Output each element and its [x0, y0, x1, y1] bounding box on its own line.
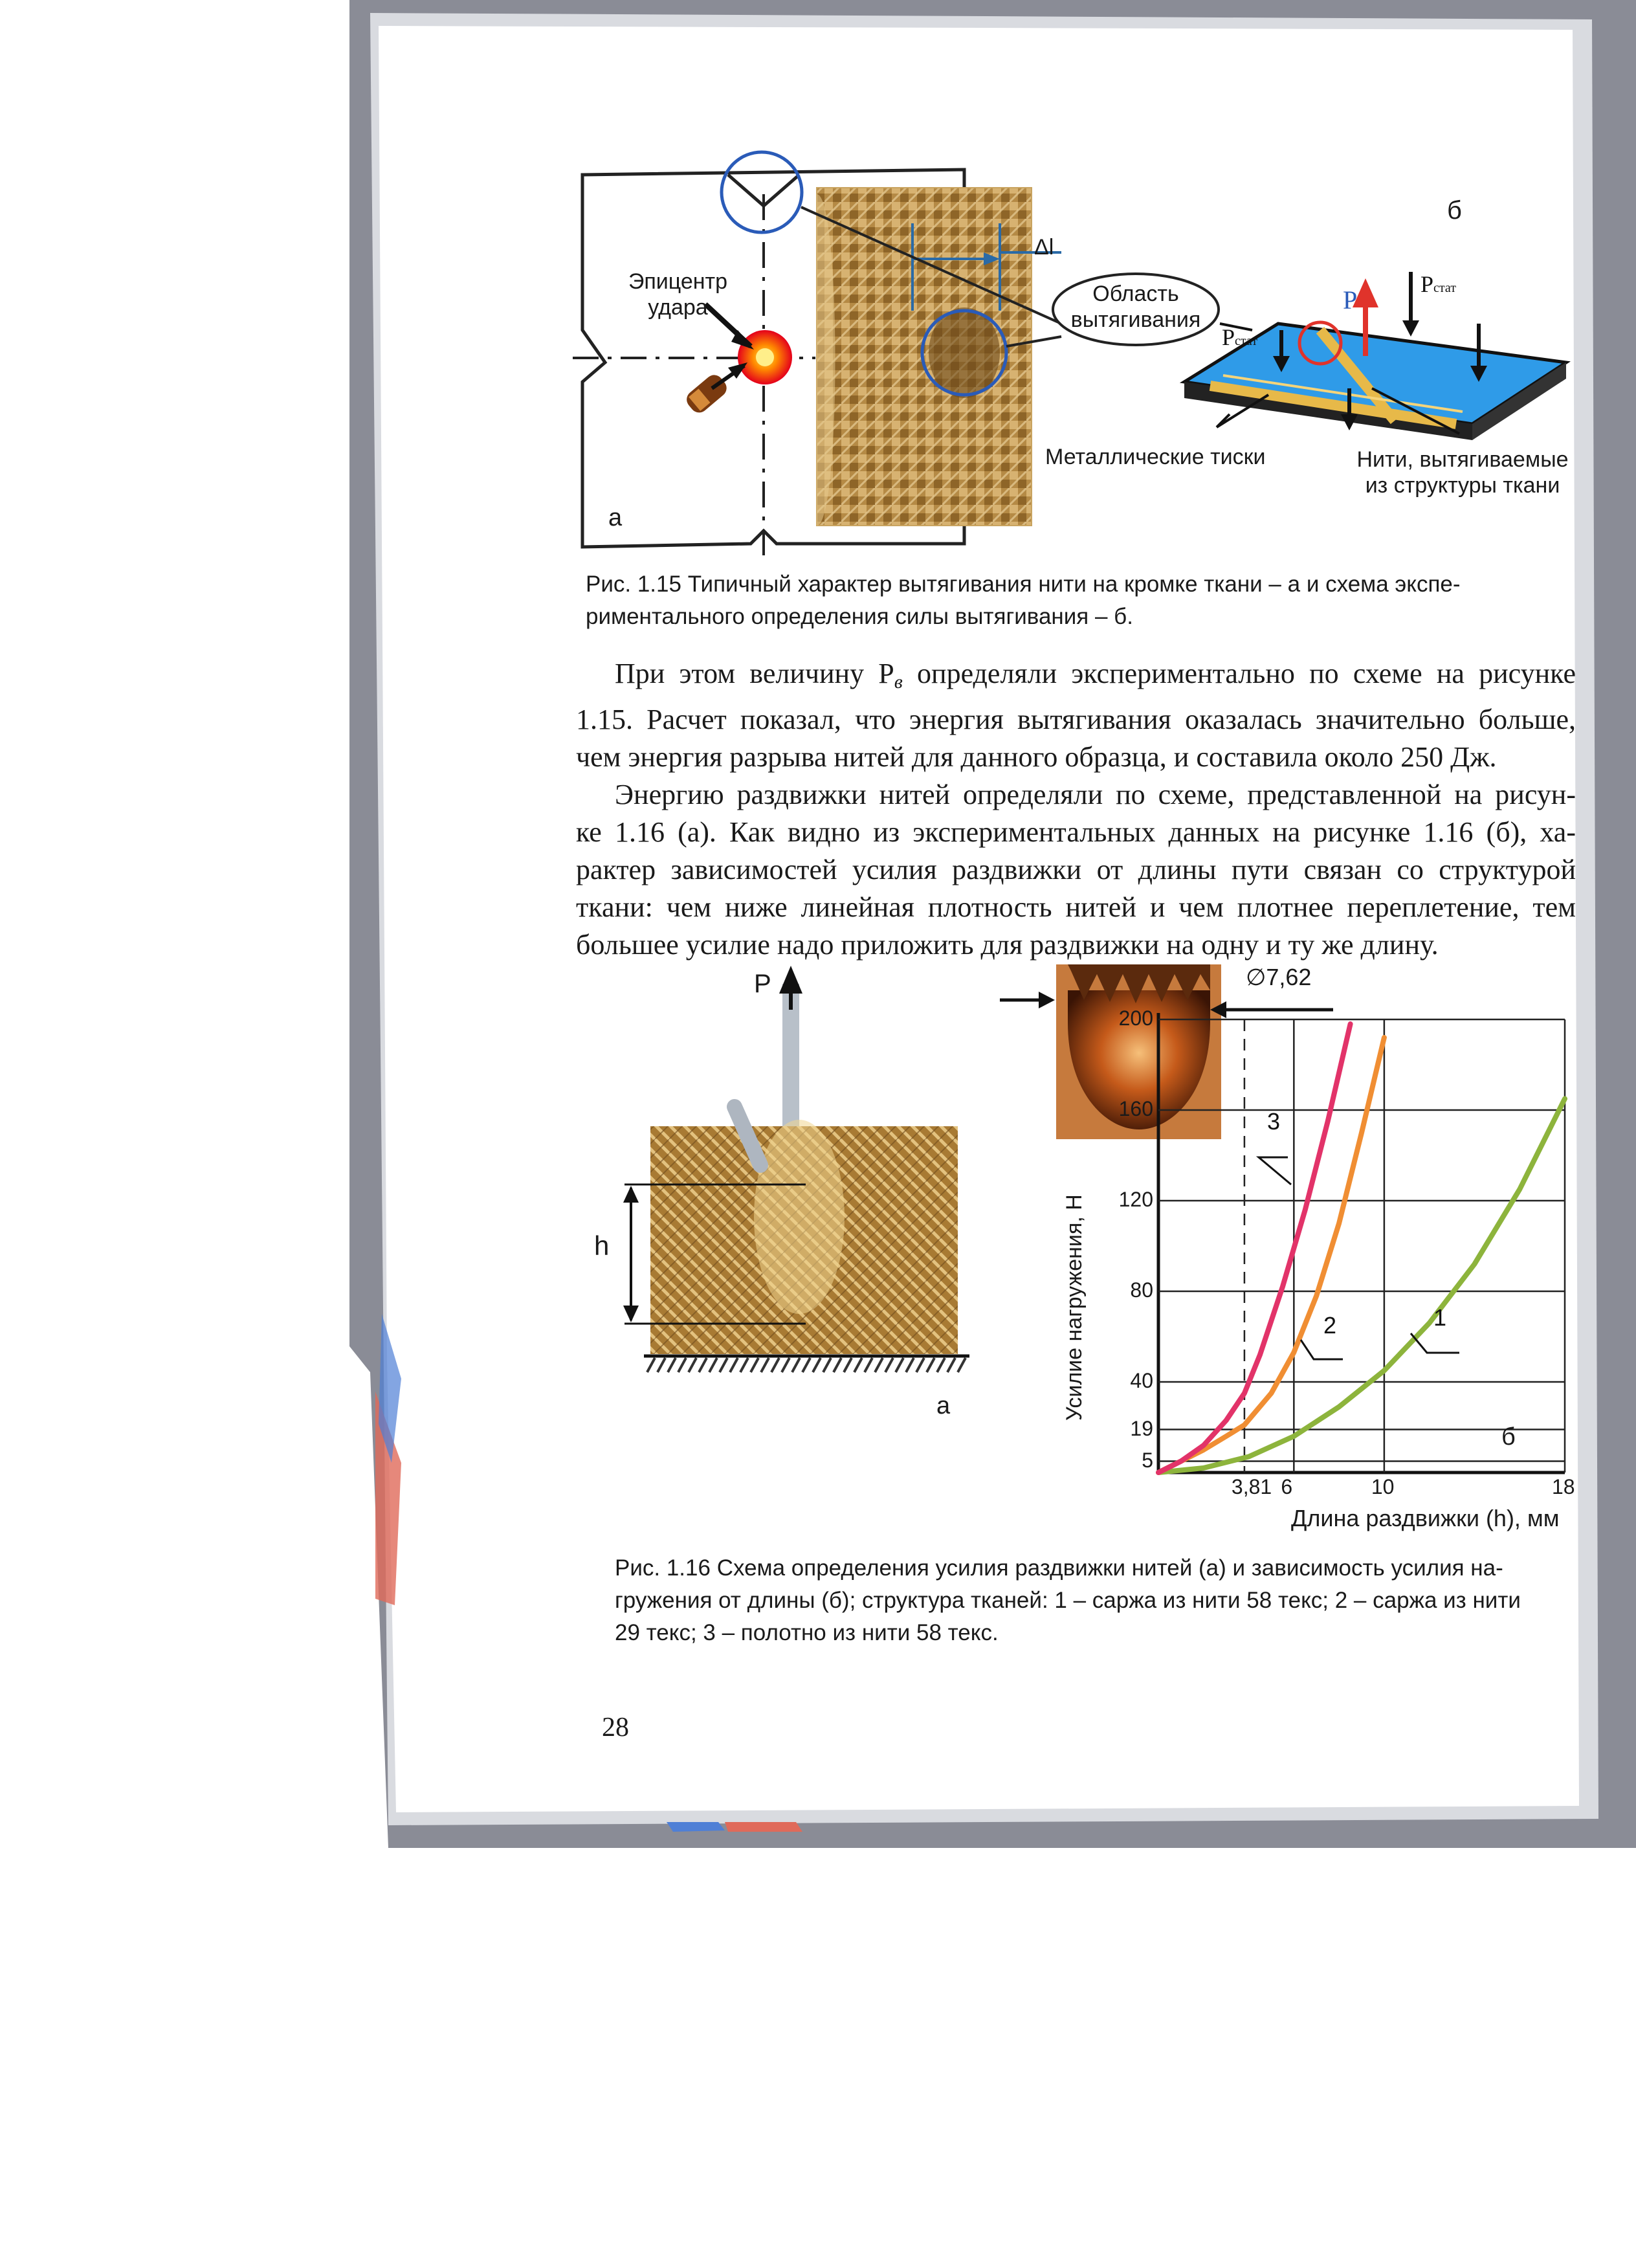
pull-region-line2: вытягивания	[1070, 307, 1201, 332]
fig115-label-b: б	[1447, 196, 1462, 225]
fig115-caption-line2: риментального определения силы вытягивания – б.	[586, 604, 1133, 629]
p-stat-left-subscript: стат	[1235, 334, 1257, 348]
chart-series-label-2: 2	[1323, 1312, 1337, 1339]
fig116-label-b: б	[1501, 1423, 1516, 1451]
threads-label-line1: Нити, вытягиваемые	[1356, 447, 1569, 472]
fig115-label-a: а	[608, 504, 623, 531]
diameter-label: ∅7,62	[1246, 964, 1312, 990]
chart-y-tick-label: 200	[1118, 1006, 1153, 1030]
pull-region-line1: Область	[1092, 282, 1179, 306]
delta-l-label: Δl	[1034, 235, 1054, 260]
chart-series-label-1: 1	[1433, 1304, 1447, 1331]
p-stat-right-symbol: P	[1420, 271, 1434, 297]
chart-y-tick-label: 120	[1118, 1188, 1153, 1211]
chart-series-label-3: 3	[1267, 1108, 1281, 1135]
epicenter-label-line2: удара	[648, 295, 708, 320]
chart-y-tick-label: 40	[1130, 1369, 1153, 1392]
paragraph-2-line4: ткани: чем ниже линейная плотность нитей и чем плотнее переплетение, тем	[576, 891, 1576, 923]
fig116-caption	[615, 1552, 1586, 1649]
p1-line1-end: определяли экспериментально по схеме на рисунке	[902, 658, 1576, 689]
p-stat-right-label	[1420, 271, 1456, 298]
chart-ylabel: Усилие нагружения, Н	[1062, 1194, 1087, 1421]
threads-label-line2: из структуры ткани	[1365, 473, 1560, 498]
chart-y-tick-label: 80	[1130, 1278, 1153, 1302]
chart-y-tick-label: 19	[1130, 1416, 1153, 1440]
fig116-p-label: P	[754, 970, 771, 998]
p-stat-left-symbol: P	[1222, 324, 1235, 350]
paragraph-2-line5: большее усилие надо приложить для раздвижки на одну и ту же длину.	[576, 929, 1439, 961]
paragraph-2-line3: рактер зависимостей усилия раздвижки от длины пути связан со структурой	[576, 854, 1576, 885]
p1-line1-start: При этом величину P	[615, 658, 894, 689]
body-text	[576, 655, 1576, 964]
fig116-h-label: h	[594, 1230, 610, 1261]
threads-label	[1340, 447, 1586, 498]
fig116-label-a: а	[936, 1392, 951, 1419]
paragraph-1-line3: чем энергия разрыва нитей для данного образца, и составила около 250 Дж.	[576, 741, 1497, 773]
p1-subscript: в	[894, 671, 903, 693]
p-stat-right-subscript: стат	[1433, 281, 1456, 295]
paragraph-2-line1: Энергию раздвижки нитей определяли по схеме, представленной на рисун-	[615, 779, 1576, 810]
chart-x-tick-label: 6	[1281, 1475, 1293, 1498]
chart-y-tick-label: 5	[1142, 1448, 1153, 1472]
chart-x-tick-label: 3,81	[1231, 1475, 1272, 1498]
chart-x-tick-label: 10	[1371, 1475, 1395, 1498]
epicenter-label-line1: Эпицентр	[628, 269, 728, 294]
fig116-caption-line2: гружения от длины (б); структура тканей: 1 – саржа из нити 58 текс; 2 – саржа из нити	[615, 1588, 1521, 1613]
fig115-caption	[586, 568, 1569, 633]
epicenter-label	[621, 269, 735, 320]
p-stat-left-label	[1222, 324, 1257, 351]
fig115-caption-line1: Рис. 1.15 Типичный характер вытягивания нити на кромке ткани – а и схема экспе-	[586, 572, 1461, 597]
chart-x-tick-label: 18	[1552, 1475, 1575, 1498]
pull-region-label	[1061, 281, 1210, 333]
paragraph-1-line2: 1.15. Расчет показал, что энергия вытягивания оказалась значительно больше,	[576, 704, 1576, 735]
page-number: 28	[602, 1713, 629, 1742]
paragraph-1-line1	[576, 655, 1576, 701]
p-label: P	[1343, 285, 1358, 315]
fig116-caption-line1: Рис. 1.16 Схема определения усилия раздвижки нитей (а) и зависимость усилия на-	[615, 1555, 1503, 1581]
metal-vise-label: Металлические тиски	[1045, 445, 1266, 469]
paragraph-2-line2: ке 1.16 (а). Как видно из экспериментальных данных на рисунке 1.16 (б), ха-	[576, 816, 1576, 848]
chart-y-tick-label: 160	[1118, 1097, 1153, 1120]
chart-xlabel: Длина раздвижки (h), мм	[1291, 1505, 1560, 1531]
fig116-caption-line3: 29 текс; 3 – полотно из нити 58 текс.	[615, 1620, 999, 1645]
